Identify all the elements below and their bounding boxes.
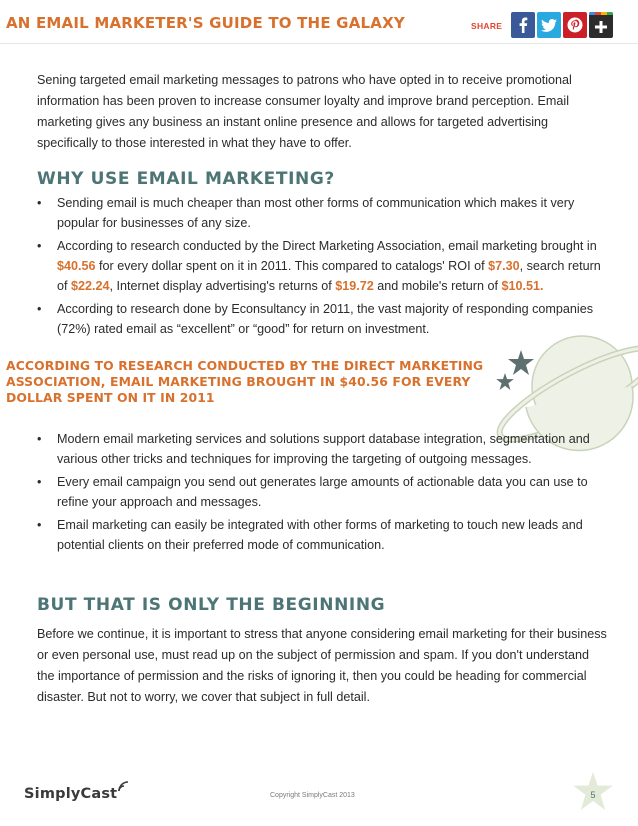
list-item: • Email marketing can easily be integrated with other forms of marketing to touch new leads and potential clients on their preferred mode of communication. <box>37 515 607 555</box>
pull-quote-line: DOLLAR SPENT ON IT IN 2011 <box>6 390 215 405</box>
list-item <box>37 236 607 296</box>
list-item: • Sending email is much cheaper than most other forms of communication which makes it very popular for businesses of any size. <box>37 193 607 233</box>
list-item-text: , search return of <box>57 259 601 293</box>
pull-quote-line: ACCORDING TO RESEARCH CONDUCTED BY THE DIRECT MARKETING <box>6 358 484 373</box>
twitter-icon <box>541 19 557 32</box>
list-item-text: According to research conducted by the Direct Marketing Association, email marketing brought in <box>57 239 597 253</box>
pull-quote <box>6 358 506 406</box>
list-item: • Modern email marketing services and solutions support database integration, segmentation and various other tricks and techniques for improving the targeting of outgoing messages. <box>37 429 607 469</box>
highlight-value: $19.72 <box>335 279 374 293</box>
intro-paragraph: Sening targeted email marketing messages to patrons who have opted in to receive promotional information has been proven to increase consumer loyalty and improve brand perception. Email marketing gives any business an instant online presence and allows for targeted advertising specifically to those interested in what they have to offer. <box>37 73 572 150</box>
list-item-text: and mobile's return of <box>373 279 502 293</box>
pinterest-share-button[interactable] <box>563 12 587 38</box>
share-label: SHARE <box>471 21 503 31</box>
highlight-value: $10.51. <box>501 279 544 293</box>
twitter-share-button[interactable] <box>537 12 561 38</box>
highlight-value: $40.56 <box>57 259 96 273</box>
highlight-value: $7.30 <box>488 259 520 273</box>
plus-icon <box>595 21 607 33</box>
signal-icon <box>118 779 130 793</box>
highlight-value: $22.24 <box>71 279 110 293</box>
logo-text: SimplyCast <box>24 786 118 802</box>
pinterest-icon <box>567 17 583 33</box>
facebook-icon <box>518 17 528 33</box>
document-title: AN EMAIL MARKETER'S GUIDE TO THE GALAXY <box>6 14 405 32</box>
list-item: • Every email campaign you send out generates large amounts of actionable data you can use to refine your approach and messages. <box>37 472 607 512</box>
star-icon <box>508 350 534 375</box>
list-item-text: , Internet display advertising's returns of <box>109 279 336 293</box>
google-plus-share-button[interactable] <box>589 12 613 38</box>
facebook-share-button[interactable] <box>511 12 535 38</box>
list-item-text: for every dollar spent on it in 2011. This compared to catalogs' ROI of <box>95 259 489 273</box>
simplycast-logo <box>24 779 130 802</box>
features-list <box>37 429 607 558</box>
section-heading-beginning: BUT THAT IS ONLY THE BEGINNING <box>37 595 386 615</box>
section-heading-why: WHY USE EMAIL MARKETING? <box>37 169 335 189</box>
list-item: • According to research done by Econsultancy in 2011, the vast majority of responding companies (72%) rated email as “excellent” or “good” for return on investment. <box>37 299 607 339</box>
pull-quote-line: ASSOCIATION, EMAIL MARKETING BROUGHT IN $40.56 FOR EVERY <box>6 374 471 389</box>
closing-paragraph: Before we continue, it is important to stress that anyone considering email marketing for their business or even personal use, must read up on the subject of permission and spam. If you don't understand the importance of permission and the risks of ignoring it, then you could be heading for commercial disaster. But not to worry, we cover that subject in full detail. <box>37 627 607 704</box>
header-divider <box>0 43 638 44</box>
copyright-text: Copyright SimplyCast 2013 <box>270 792 355 799</box>
page-number: 5 <box>590 790 596 800</box>
